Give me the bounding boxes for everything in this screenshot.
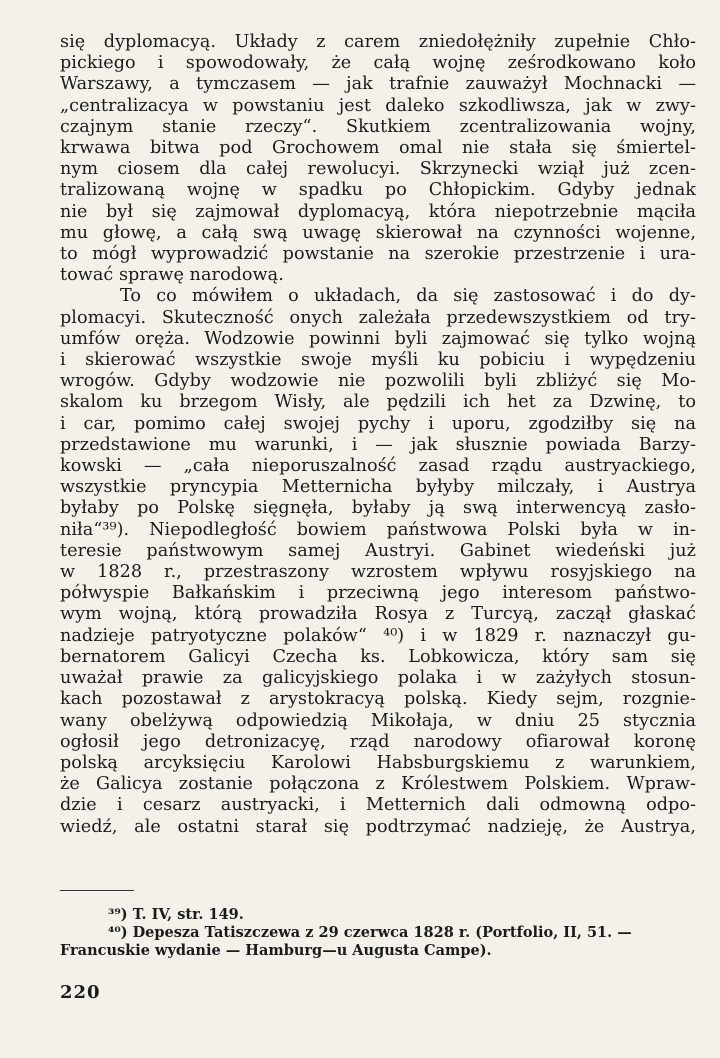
text-line: tować sprawę narodową. [60,265,284,286]
text-line: wany obelżywą odpowiedzią Mikołaja, w dniu 25 stycznia [60,710,696,731]
footnote-40-continuation: Francuskie wydanie — Hamburg—u Augusta Campe). [60,942,492,959]
text-line: To co mówiłem o układach, da się zastosować i do dy- [120,286,696,307]
footnote-39: ³⁹) T. IV, str. 149. [108,906,244,923]
paragraph-1 [60,32,696,286]
text-line: i car, pomimo całej swojej pychy i uporu, zgodziłby się na [60,413,696,434]
text-line: kach pozostawał z arystokracyą polską. Kiedy sejm, rozgnie- [60,689,696,710]
text-line: tralizowaną wojnę w spadku po Chłopickim. Gdyby jednak [60,180,696,201]
text-line: w 1828 r., przestraszony wzrostem wpływu rosyjskiego na [60,562,696,583]
text-line: niła“³⁹). Niepodległość bowiem państwowa Polski była w in- [60,519,696,540]
text-line: krwawa bitwa pod Grochowem omal nie stała się śmiertel- [60,138,696,159]
text-line: wszystkie pryncypia Metternicha byłyby milczały, i Austrya [60,477,696,498]
text-line: wym wojną, którą prowadziła Rosya z Turcyą, zaczął głaskać [60,604,696,625]
text-line: skalom ku brzegom Wisły, ale pędzili ich het za Dzwinę, to [60,392,696,413]
text-line: że Galicya zostanie połączona z Królestwem Polskiem. Wpraw- [60,774,696,795]
text-line: wiedź, ale ostatni starał się podtrzymać nadzieję, że Austrya, [60,816,696,837]
text-line: byłaby po Polskę sięgnęła, byłaby ją swą interwencyą zasło- [60,498,696,519]
text-line: to mógł wyprowadzić powstanie na szerokie przestrzenie i ura- [60,244,696,265]
text-line: uważał prawie za galicyjskiego polaka i w zażyłych stosun- [60,668,696,689]
text-line: polską arcyksięciu Karolowi Habsburgskiemu z warunkiem, [60,752,696,773]
text-line: plomacyi. Skuteczność onych zależała przedewszystkiem od try- [60,307,696,328]
text-line: teresie państwowym samej Austryi. Gabinet wiedeński już [60,540,696,561]
text-line: dzie i cesarz austryacki, i Metternich dali odmowną odpo- [60,795,696,816]
text-line: pickiego i spowodowały, że całą wojnę ześrodkowano koło [60,53,696,74]
text-line: mu głowę, a całą swą uwagę skierował na czynności wojenne, [60,222,696,243]
text-line: kowski — „cała nieporuszalność zasad rządu austryackiego, [60,456,696,477]
text-line: czajnym stanie rzeczy“. Skutkiem zcentralizowania wojny, [60,116,696,137]
text-line: Warszawy, a tymczasem — jak trafnie zauważył Mochnacki — [60,74,696,95]
page-body [60,32,696,838]
footnote-divider [60,890,134,891]
text-line: półwyspie Bałkańskim i przeciwną jego interesom państwo- [60,583,696,604]
text-line: wrogów. Gdyby wodzowie nie pozwolili byli zbliżyć się Mo- [60,371,696,392]
footnotes [60,906,690,960]
text-line: „centralizacya w powstaniu jest daleko szkodliwsza, jak w zwy- [60,95,696,116]
text-line: i skierować wszystkie swoje myśli ku pobiciu i wypędzeniu [60,350,696,371]
text-line: przedstawione mu warunki, i — jak słusznie powiada Barzy- [60,434,696,455]
text-line: ogłosił jego detronizacyę, rząd narodowy ofiarował koronę [60,731,696,752]
footnote-40: ⁴⁰) Depesza Tatiszczewa z 29 czerwca 1828 r. (Portfolio, II, 51. — [108,924,632,941]
text-line: umfów oręża. Wodzowie powinni byli zajmować się tylko wojną [60,328,696,349]
text-line: nadzieje patryotyczne polaków“ ⁴⁰) i w 1829 r. naznaczył gu- [60,625,696,646]
text-line: nie był się zajmował dyplomacyą, która niepotrzebnie mąciła [60,201,696,222]
text-line: bernatorem Galicyi Czecha ks. Lobkowicza, który sam się [60,646,696,667]
text-line: nym ciosem dla całej rewolucyi. Skrzynecki wziął już zcen- [60,159,696,180]
text-line: się dyplomacyą. Układy z carem zniedołężniły zupełnie Chło- [60,32,696,52]
page-number: 220 [60,982,101,1003]
paragraph-2 [60,286,696,837]
